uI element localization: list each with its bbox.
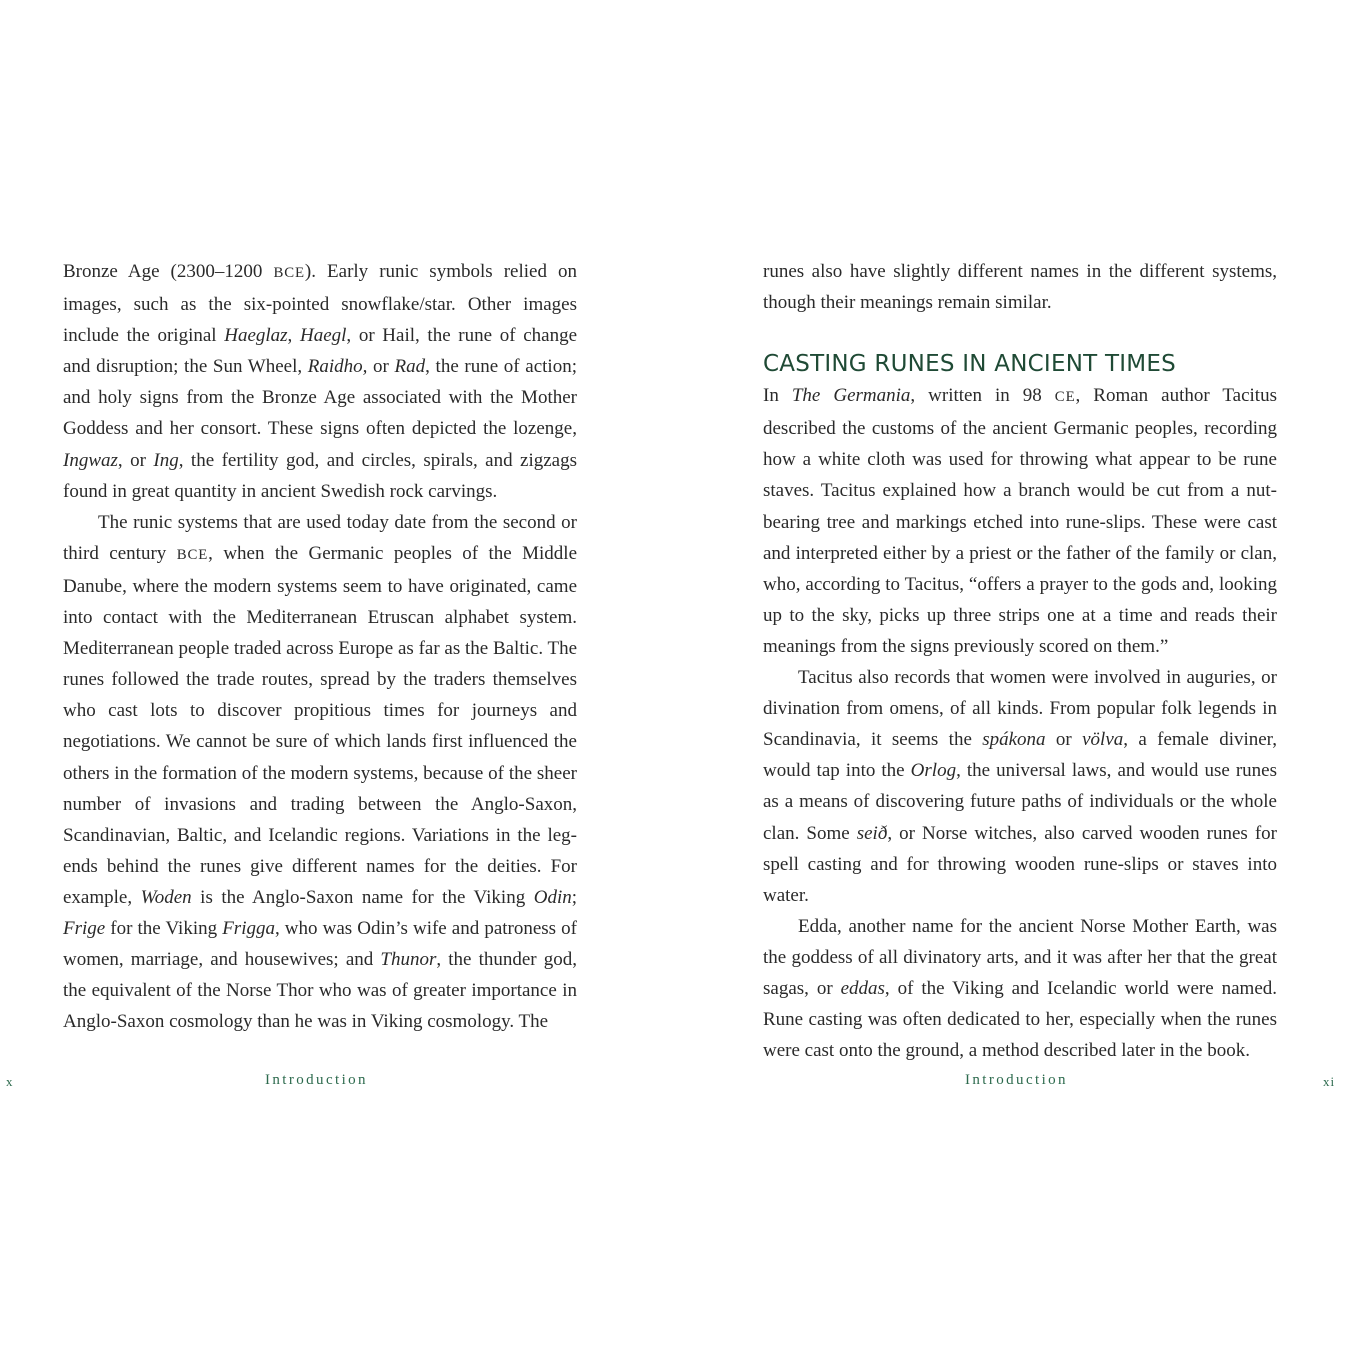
italic-term: Haegl bbox=[299, 325, 347, 347]
text-run: is the Anglo-Saxon name for the Viking bbox=[191, 886, 534, 908]
paragraph bbox=[763, 380, 1277, 662]
italic-term: Orlog bbox=[910, 760, 957, 782]
italic-term: Ing bbox=[153, 449, 179, 471]
running-footer-left: Introduction bbox=[265, 1072, 368, 1088]
text-run: , bbox=[287, 325, 300, 347]
text-run: , who was Odin’s wife and patroness of women, marriage, and housewives; and bbox=[63, 917, 577, 971]
text-run: Tacitus also records that women were involved in auguries, or divination from omens, of all kinds. From popular folk legends in Scandinavia, it seems the bbox=[763, 667, 1277, 751]
italic-term: Haeglaz bbox=[224, 325, 288, 347]
text-run: , the thunder god, the equivalent of the Norse Thor who was of greater importance in Anglo-Saxon cosmology than he was in Viking cosmology. The bbox=[63, 949, 577, 1033]
italic-term: Ingwaz bbox=[63, 449, 118, 471]
page-number-right: xi bbox=[1323, 1074, 1336, 1089]
italic-term: Rad bbox=[394, 356, 426, 378]
text-run: , Roman author Tacitus described the customs of the ancient Germanic peoples, recording how a white cloth was used for throwing what appear to be rune staves. Tacitus explained how a branch would be cut from a nut-bearing tree and markings etched into rune-slips. These were cast and interpreted either by a priest or the father of the family or clan, who, according to Tacitus, “offers a prayer to the gods and, looking up to the sky, picks up three strips one at a time and reads their meanings from the signs previously scored on them.” bbox=[763, 385, 1277, 657]
italic-term: Woden bbox=[140, 886, 192, 908]
italic-term: Odin bbox=[533, 886, 572, 908]
text-run: runes also have slightly different names in the different systems, though their meanings remain similar. bbox=[763, 261, 1277, 314]
italic-term: The Germania bbox=[791, 385, 911, 407]
text-run: for the Viking bbox=[105, 917, 223, 939]
text-run: ). Early runic symbols relied on images, such as the six-pointed snowflake/star. Other images include the original bbox=[63, 261, 577, 347]
era-abbreviation: BCE bbox=[273, 265, 305, 281]
text-run: , written in 98 bbox=[910, 385, 1055, 407]
text-run: , or bbox=[117, 449, 154, 471]
page-number-left: x bbox=[6, 1074, 14, 1089]
era-abbreviation: BCE bbox=[176, 546, 209, 563]
text-run: In bbox=[763, 385, 792, 407]
text-run: Edda, another name for the ancient Norse Mother Earth, was the goddess of all divinatory arts, and it was after her that the great sagas, or bbox=[763, 915, 1277, 999]
right-page-body bbox=[763, 256, 1277, 1066]
section-heading: CASTING RUNES IN ANCIENT TIMES bbox=[763, 351, 1176, 378]
text-run: , the rune of action; and holy signs from the Bronze Age associated with the Mother Goddess and her consort. These signs often depicted the lozenge, bbox=[63, 356, 577, 440]
italic-term: Raidho, bbox=[307, 356, 368, 378]
text-run: , a female diviner, would tap into the bbox=[763, 729, 1278, 782]
text-run: , when the Germanic peoples of the Middle Danube, where the modern systems seem to have originated, came into contact with the Mediterranean Etruscan alphabet system. Mediterranean people traded across Europe as far as the Baltic. The runes followed the trade routes, spread by the traders themselves who cast lots to discover propitious times for journeys and negotiations. We cannot be sure of which lands first influenced the others in the formation of the modern systems, because of the sheer number of invasions and trading between the Anglo-Saxon, Scandinavian, Baltic, and Icelandic regions. Variations in the legends behind the runes give different names for the deities. For example, bbox=[63, 542, 578, 908]
left-page-body bbox=[63, 256, 577, 1037]
text-run: or bbox=[367, 356, 395, 378]
text-run: , the universal laws, and would use runes as a means of discovering future paths of individuals or the whole clan. Some bbox=[763, 760, 1277, 844]
italic-term: Frige bbox=[63, 917, 106, 939]
text-run: Bronze Age (2300–1200 bbox=[63, 261, 274, 282]
paragraph bbox=[63, 507, 577, 1038]
era-abbreviation: CE bbox=[1054, 389, 1076, 406]
paragraph bbox=[63, 256, 577, 507]
text-run: ; bbox=[571, 886, 577, 908]
text-run: , or Norse witches, also carved wooden runes for spell casting and for throwing wooden rune-slips or staves into water. bbox=[763, 822, 1277, 906]
italic-term: eddas bbox=[840, 977, 885, 999]
running-footer-right: Introduction bbox=[965, 1072, 1068, 1088]
paragraph bbox=[763, 911, 1277, 1066]
italic-term: Frigga bbox=[222, 917, 275, 939]
italic-term: spákona bbox=[982, 729, 1046, 751]
text-run: or bbox=[1045, 729, 1083, 751]
text-run: , of the Viking and Icelandic world were named. Rune casting was often dedicated to her, especially when the runes were cast onto the ground, a method described later in the book. bbox=[763, 977, 1278, 1062]
italic-term: seið bbox=[856, 822, 888, 844]
paragraph-continuation bbox=[763, 256, 1277, 318]
italic-term: völva bbox=[1082, 729, 1124, 751]
text-run: The runic systems that are used today date from the second or third century bbox=[63, 511, 577, 564]
paragraph bbox=[763, 662, 1277, 911]
text-run: , the fertility god, and circles, spirals, and zigzags found in great quantity in ancient Swedish rock carvings. bbox=[63, 449, 578, 502]
italic-term: Thunor bbox=[380, 949, 437, 971]
text-run: , or Hail, the rune of change and disruption; the Sun Wheel, bbox=[63, 325, 578, 378]
